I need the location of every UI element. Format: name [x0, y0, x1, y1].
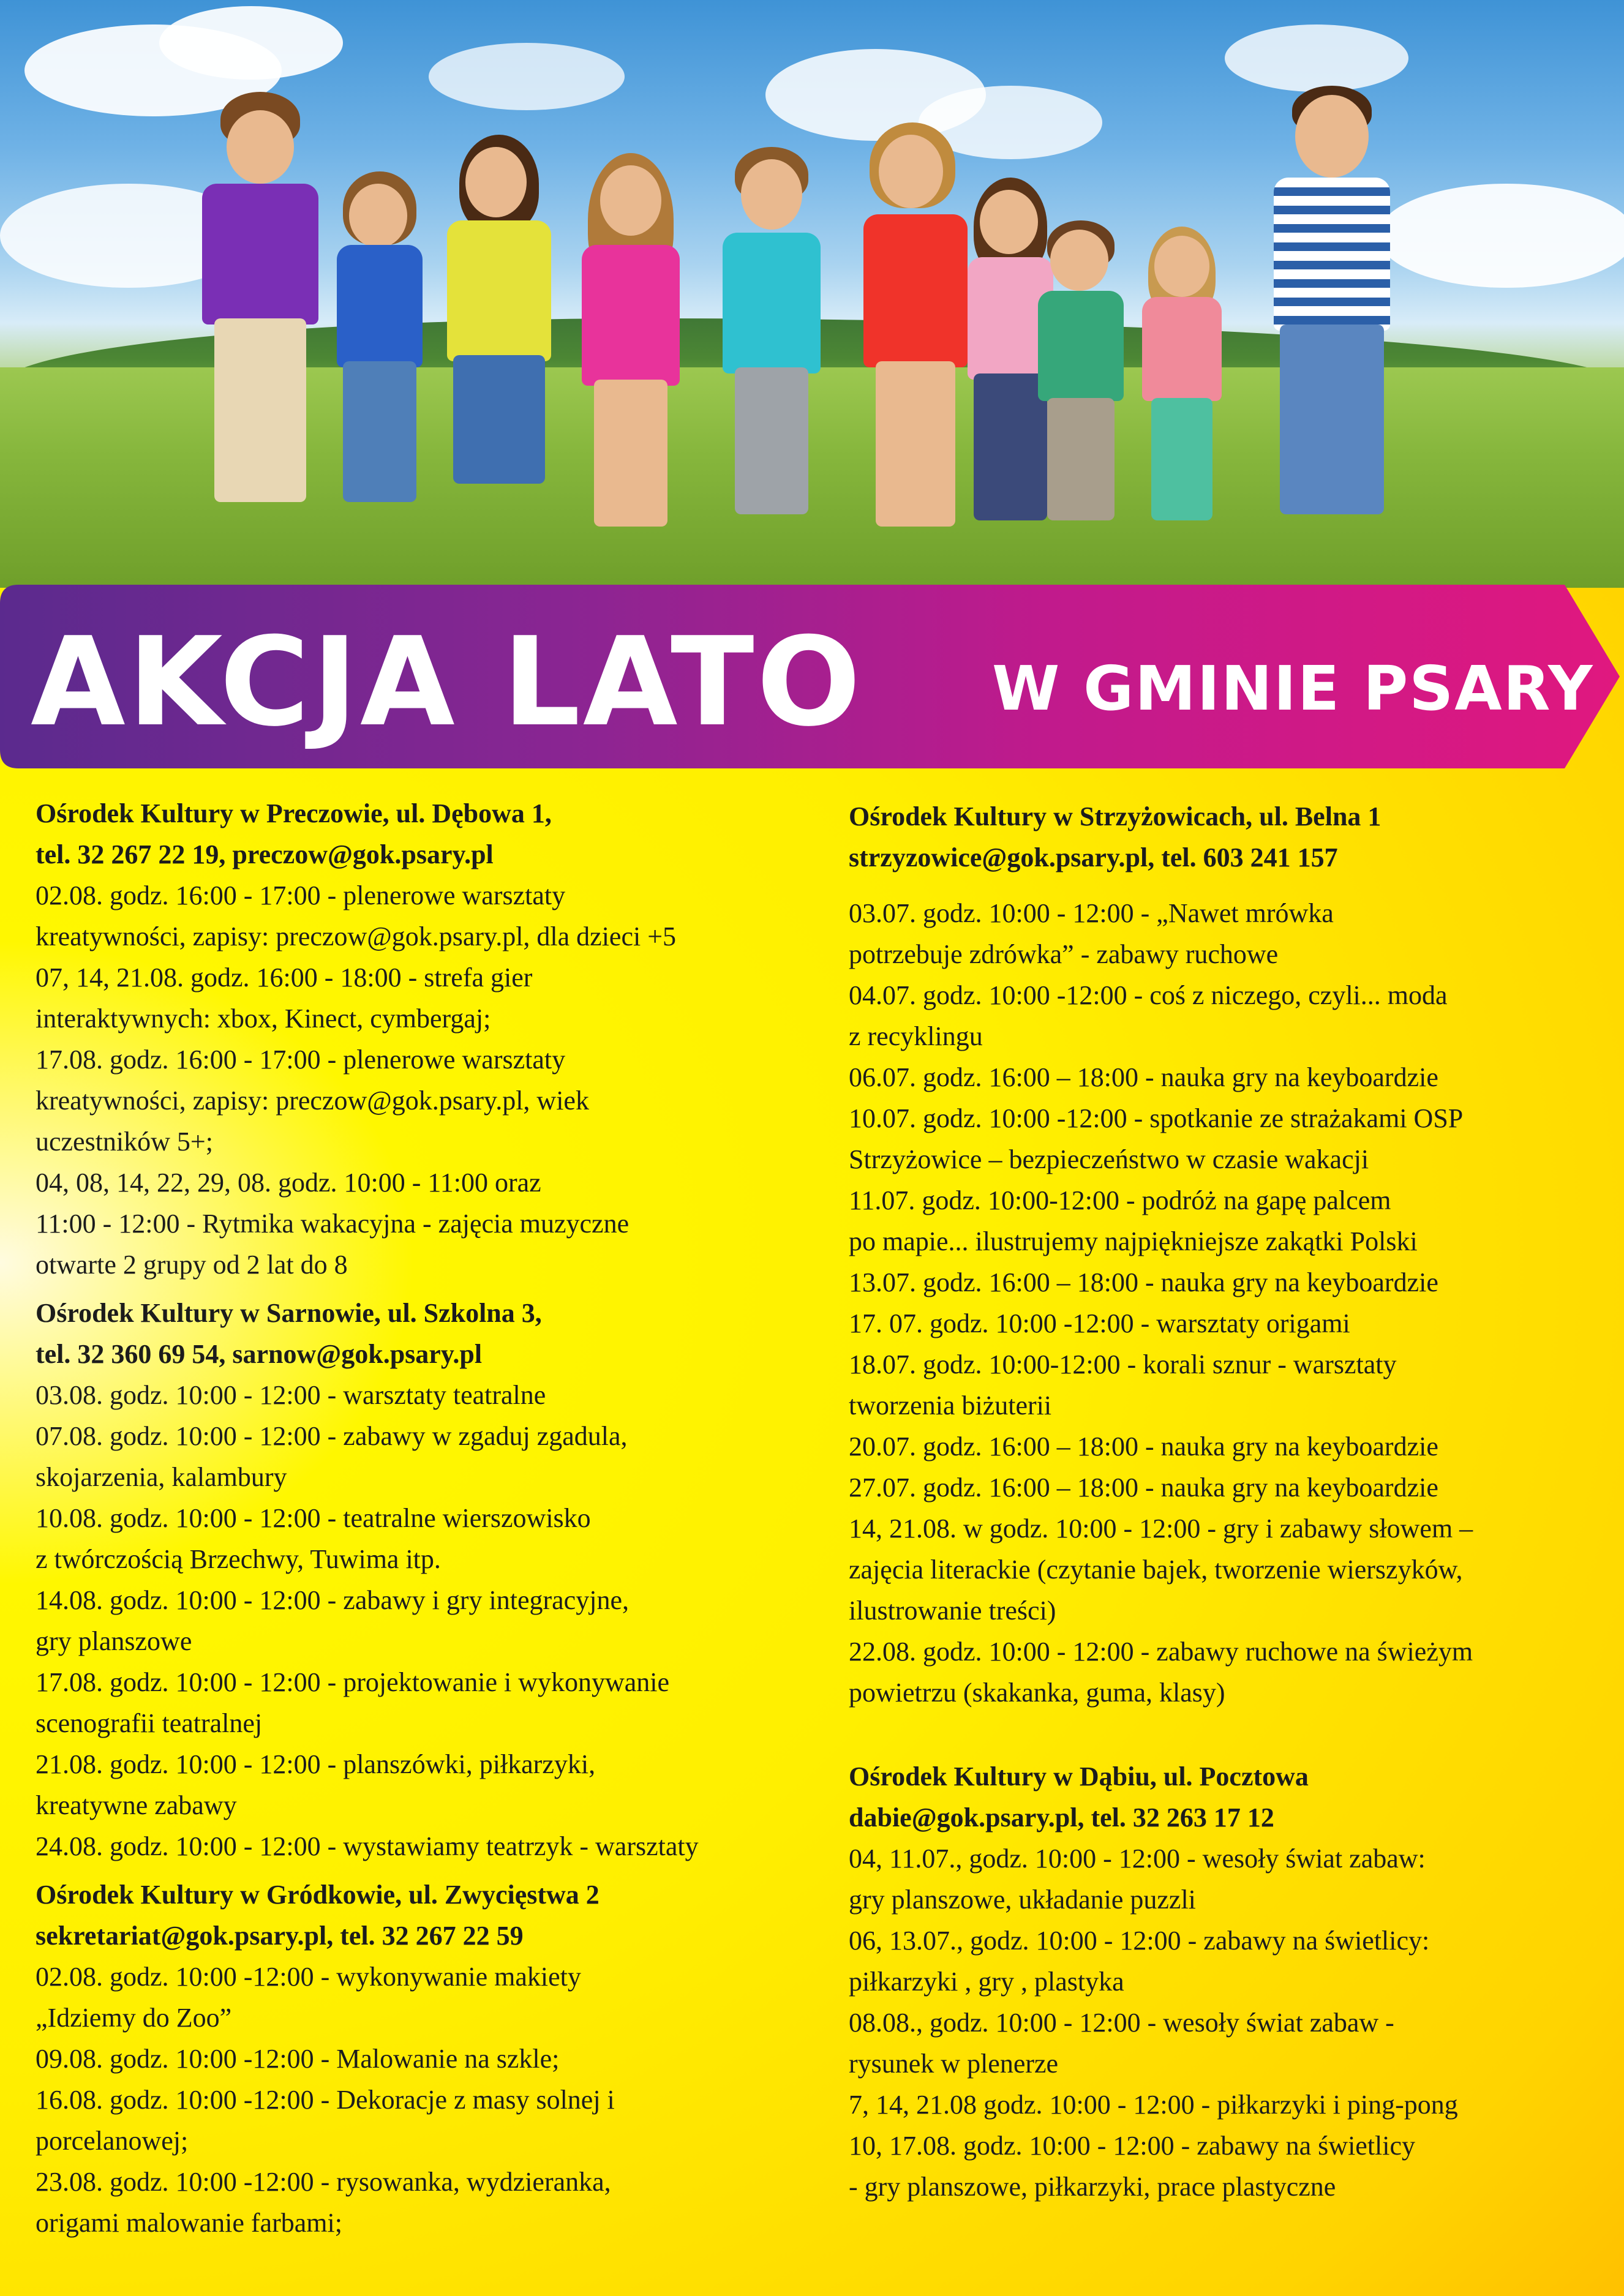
section-contact: dabie@gok.psary.pl, tel. 32 263 17 12 — [849, 1803, 1274, 1833]
section-dabie — [849, 1756, 1608, 2207]
event-line: z twórczością Brzechwy, Tuwima itp. — [36, 1544, 441, 1574]
event-line: 17. 07. godz. 10:00 -12:00 - warsztaty origami — [849, 1308, 1350, 1338]
event-line: 21.08. godz. 10:00 - 12:00 - planszówki, piłkarzyki, — [36, 1749, 596, 1779]
event-line: uczestników 5+; — [36, 1127, 213, 1157]
page-title: AKCJA LATO — [31, 611, 863, 754]
event-line: 03.08. godz. 10:00 - 12:00 - warsztaty teatralne — [36, 1380, 546, 1410]
event-line: otwarte 2 grupy od 2 lat do 8 — [36, 1250, 348, 1280]
event-line: 02.08. godz. 16:00 - 17:00 - plenerowe warsztaty — [36, 880, 566, 910]
event-line: 04, 11.07., godz. 10:00 - 12:00 - wesoły świat zabaw: — [849, 1844, 1426, 1874]
event-line: 10, 17.08. godz. 10:00 - 12:00 - zabawy na świetlicy — [849, 2131, 1416, 2161]
child-figure — [429, 135, 563, 514]
section-strzyzowice — [849, 796, 1608, 1713]
section-contact: strzyzowice@gok.psary.pl, tel. 603 241 157 — [849, 842, 1338, 872]
event-line: 11:00 - 12:00 - Rytmika wakacyjna - zajęcia muzyczne — [36, 1209, 630, 1239]
event-line: 11.07. godz. 10:00-12:00 - podróż na gapę palcem — [849, 1185, 1391, 1215]
event-line: kreatywności, zapisy: preczow@gok.psary.pl, dla dzieci +5 — [36, 921, 677, 951]
event-line: ilustrowanie treści) — [849, 1596, 1056, 1626]
child-figure — [159, 92, 343, 533]
child-figure — [318, 171, 441, 514]
event-line: 04.07. godz. 10:00 -12:00 - coś z niczego, czyli... moda — [849, 980, 1448, 1010]
event-line: 02.08. godz. 10:00 -12:00 - wykonywanie makiety — [36, 1962, 581, 1992]
event-line: interaktywnych: xbox, Kinect, cymbergaj; — [36, 1004, 491, 1034]
event-line: 24.08. godz. 10:00 - 12:00 - wystawiamy teatrzyk - warsztaty — [36, 1831, 699, 1861]
event-line: scenografii teatralnej — [36, 1708, 263, 1738]
header-photo — [0, 0, 1624, 588]
event-line: Strzyżowice – bezpieczeństwo w czasie wakacji — [849, 1144, 1369, 1174]
event-line: 22.08. godz. 10:00 - 12:00 - zabawy ruchowe na świeżym — [849, 1637, 1473, 1667]
event-line: 20.07. godz. 16:00 – 18:00 - nauka gry na keyboardzie — [849, 1431, 1438, 1461]
child-figure — [1029, 220, 1133, 539]
event-line: 27.07. godz. 16:00 – 18:00 - nauka gry na keyboardzie — [849, 1473, 1438, 1503]
event-line: gry planszowe — [36, 1626, 192, 1656]
event-line: z recyklingu — [849, 1021, 983, 1051]
event-line: „Idziemy do Zoo” — [36, 2003, 232, 2033]
event-line: 06.07. godz. 16:00 – 18:00 - nauka gry na keyboardzie — [849, 1062, 1438, 1092]
event-line: 08.08., godz. 10:00 - 12:00 - wesoły świat zabaw - — [849, 2008, 1394, 2038]
event-line: piłkarzyki , gry , plastyka — [849, 1967, 1124, 1997]
event-line: 7, 14, 21.08 godz. 10:00 - 12:00 - piłkarzyki i ping-pong — [849, 2090, 1458, 2120]
event-line: 03.07. godz. 10:00 - 12:00 - „Nawet mrówka — [849, 898, 1334, 928]
event-line: 14.08. godz. 10:00 - 12:00 - zabawy i gry integracyjne, — [36, 1585, 629, 1615]
event-line: skojarzenia, kalambury — [36, 1462, 287, 1492]
event-line: 10.08. godz. 10:00 - 12:00 - teatralne wierszowisko — [36, 1503, 591, 1533]
event-line: tworzenia biżuterii — [849, 1390, 1052, 1420]
event-line: 17.08. godz. 16:00 - 17:00 - plenerowe warsztaty — [36, 1045, 566, 1075]
event-line: potrzebuje zdrówka” - zabawy ruchowe — [849, 939, 1279, 969]
left-column — [36, 793, 832, 2243]
event-line: 06, 13.07., godz. 10:00 - 12:00 - zabawy na świetlicy: — [849, 1926, 1430, 1956]
event-line: zajęcia literackie (czytanie bajek, tworzenie wierszyków, — [849, 1555, 1463, 1585]
section-sarnow — [36, 1292, 832, 1867]
event-line: 10.07. godz. 10:00 -12:00 - spotkanie ze strażakami OSP — [849, 1103, 1464, 1133]
event-line: origami malowanie farbami; — [36, 2208, 342, 2238]
section-header: Ośrodek Kultury w Preczowie, ul. Dębowa 1, — [36, 798, 552, 828]
event-line: 14, 21.08. w godz. 10:00 - 12:00 - gry i zabawy słowem – — [849, 1514, 1473, 1544]
child-figure — [1237, 86, 1421, 539]
event-line: 17.08. godz. 10:00 - 12:00 - projektowanie i wykonywanie — [36, 1667, 670, 1697]
right-column — [849, 796, 1608, 2207]
section-header: Ośrodek Kultury w Gródkowie, ul. Zwycięstwa 2 — [36, 1880, 600, 1910]
event-line: 04, 08, 14, 22, 29, 08. godz. 10:00 - 11:00 oraz — [36, 1168, 541, 1198]
event-line: kreatywne zabawy — [36, 1790, 237, 1820]
event-line: porcelanowej; — [36, 2126, 189, 2156]
section-header: Ośrodek Kultury w Dąbiu, ul. Pocztowa — [849, 1761, 1309, 1791]
event-line: 09.08. godz. 10:00 -12:00 - Malowanie na szkle; — [36, 2044, 560, 2074]
event-line: rysunek w plenerze — [849, 2049, 1059, 2079]
section-header: Ośrodek Kultury w Sarnowie, ul. Szkolna 3, — [36, 1298, 542, 1328]
section-preczow — [36, 793, 832, 1285]
section-contact: tel. 32 267 22 19, preczow@gok.psary.pl — [36, 839, 494, 869]
section-grodkow — [36, 1874, 832, 2243]
event-line: 16.08. godz. 10:00 -12:00 - Dekoracje z masy solnej i — [36, 2085, 615, 2115]
section-contact: tel. 32 360 69 54, sarnow@gok.psary.pl — [36, 1339, 483, 1369]
child-figure — [710, 147, 833, 527]
event-line: 18.07. godz. 10:00-12:00 - korali sznur - warsztaty — [849, 1349, 1397, 1379]
event-line: 07, 14, 21.08. godz. 16:00 - 18:00 - strefa gier — [36, 962, 533, 992]
event-line: 07.08. godz. 10:00 - 12:00 - zabawy w zgaduj zgadula, — [36, 1421, 628, 1451]
event-line: 23.08. godz. 10:00 -12:00 - rysowanka, wydzieranka, — [36, 2167, 611, 2197]
event-line: 13.07. godz. 16:00 – 18:00 - nauka gry na keyboardzie — [849, 1267, 1438, 1297]
page-subtitle: W GMINIE PSARY — [992, 653, 1594, 724]
section-header: Ośrodek Kultury w Strzyżowicach, ul. Belna 1 — [849, 801, 1382, 831]
child-figure — [563, 153, 698, 545]
event-line: gry planszowe, układanie puzzli — [849, 1885, 1196, 1915]
section-contact: sekretariat@gok.psary.pl, tel. 32 267 22 59 — [36, 1921, 524, 1951]
event-line: kreatywności, zapisy: preczow@gok.psary.pl, wiek — [36, 1086, 589, 1116]
event-line: - gry planszowe, piłkarzyki, prace plastyczne — [849, 2172, 1336, 2202]
event-line: po mapie... ilustrujemy najpiękniejsze zakątki Polski — [849, 1226, 1418, 1256]
child-figure — [1133, 227, 1231, 533]
event-line: powietrzu (skakanka, guma, klasy) — [849, 1678, 1225, 1708]
